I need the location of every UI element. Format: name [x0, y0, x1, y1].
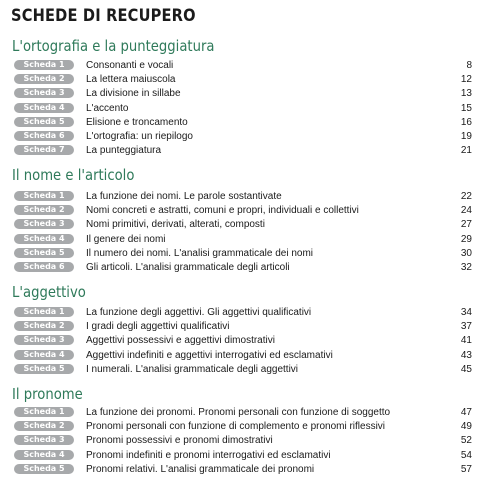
entry-topic: La funzione dei pronomi. Pronomi personali con funzione di soggetto — [86, 407, 391, 418]
toc-entry — [0, 73, 491, 86]
page-number: 43 — [460, 349, 472, 361]
page-number: 19 — [460, 131, 472, 142]
page-number: 47 — [460, 407, 472, 418]
section-title: Il pronome — [12, 385, 83, 403]
entry-topic: La punteggiatura — [86, 145, 162, 157]
page-number: 27 — [460, 219, 472, 231]
page-number: 24 — [460, 205, 472, 217]
page-number: 29 — [460, 233, 472, 245]
toc-entry — [0, 130, 491, 143]
toc-entry — [0, 334, 491, 347]
scheda-badge: Scheda 4 — [14, 103, 74, 113]
scheda-badge: Scheda 6 — [14, 262, 74, 272]
toc-entry — [0, 363, 491, 376]
entry-topic: La funzione degli aggettivi. Gli aggettivi qualificativi — [86, 307, 312, 318]
page-number: 57 — [460, 463, 472, 475]
entry-topic: Il genere dei nomi — [86, 233, 166, 245]
scheda-badge: Scheda 1 — [14, 60, 74, 70]
toc-entry — [0, 420, 491, 433]
toc-entry — [0, 204, 491, 217]
page-number: 45 — [460, 363, 472, 375]
entry-topic: Pronomi possessivi e pronomi dimostrativi — [86, 435, 273, 447]
scheda-badge: Scheda 3 — [14, 219, 74, 229]
entry-topic: Pronomi indefiniti e pronomi interrogativi ed esclamativi — [86, 449, 331, 461]
entry-topic: L'ortografia: un riepilogo — [86, 131, 193, 142]
page-number: 30 — [460, 247, 472, 259]
scheda-badge: Scheda 7 — [14, 145, 74, 155]
toc-entry — [0, 190, 491, 203]
toc-entry — [0, 247, 491, 260]
page-number: 22 — [460, 191, 472, 202]
scheda-badge: Scheda 5 — [14, 464, 74, 474]
page-number: 8 — [466, 60, 472, 71]
toc-entry — [0, 218, 491, 231]
toc-entry — [0, 349, 491, 362]
page-number: 21 — [460, 145, 472, 157]
scheda-badge: Scheda 2 — [14, 321, 74, 331]
scheda-badge: Scheda 1 — [14, 191, 74, 201]
entry-topic: Elisione e troncamento — [86, 116, 188, 128]
entry-topic: Il numero dei nomi. L'analisi grammaticale dei nomi — [86, 247, 314, 259]
page-number: 54 — [460, 449, 472, 461]
page-number: 52 — [460, 435, 472, 447]
toc-entry — [0, 87, 491, 100]
toc-entry — [0, 233, 491, 246]
toc-entry — [0, 434, 491, 447]
entry-topic: I gradi degli aggettivi qualificativi — [86, 321, 230, 333]
page-title: SCHEDE DI RECUPERO — [11, 6, 196, 26]
scheda-badge: Scheda 1 — [14, 407, 74, 417]
entry-topic: La divisione in sillabe — [86, 88, 181, 100]
page-number: 49 — [460, 421, 472, 433]
scheda-badge: Scheda 3 — [14, 335, 74, 345]
scheda-badge: Scheda 4 — [14, 234, 74, 244]
page-number: 41 — [460, 335, 472, 347]
entry-topic: Pronomi relativi. L'analisi grammaticale dei pronomi — [86, 463, 315, 475]
entry-topic: L'accento — [86, 102, 129, 114]
scheda-badge: Scheda 2 — [14, 205, 74, 215]
scheda-badge: Scheda 5 — [14, 248, 74, 258]
scheda-badge: Scheda 3 — [14, 435, 74, 445]
entry-topic: Pronomi personali con funzione di complemento e pronomi riflessivi — [86, 421, 386, 433]
section-title: L'aggettivo — [12, 283, 86, 301]
entry-topic: Aggettivi indefiniti e aggettivi interrogativi ed esclamativi — [86, 349, 333, 361]
toc-entry — [0, 116, 491, 129]
entry-topic: La lettera maiuscola — [86, 74, 176, 86]
page-number: 13 — [460, 88, 472, 100]
toc-entry — [0, 463, 491, 476]
entry-topic: Gli articoli. L'analisi grammaticale degli articoli — [86, 262, 290, 273]
entry-topic: I numerali. L'analisi grammaticale degli aggettivi — [86, 363, 299, 375]
scheda-badge: Scheda 5 — [14, 364, 74, 374]
scheda-badge: Scheda 6 — [14, 131, 74, 141]
page-number: 16 — [460, 116, 472, 128]
scheda-badge: Scheda 3 — [14, 88, 74, 98]
scheda-badge: Scheda 5 — [14, 117, 74, 127]
scheda-badge: Scheda 4 — [14, 450, 74, 460]
toc-entry — [0, 59, 491, 72]
toc-entry — [0, 261, 491, 274]
scheda-badge: Scheda 2 — [14, 421, 74, 431]
toc-entry — [0, 306, 491, 319]
section-title: L'ortografia e la punteggiatura — [12, 37, 215, 55]
page-number: 15 — [460, 102, 472, 114]
scheda-badge: Scheda 1 — [14, 307, 74, 317]
toc-entry — [0, 102, 491, 115]
scheda-badge: Scheda 2 — [14, 74, 74, 84]
entry-topic: Nomi concreti e astratti, comuni e propri, individuali e collettivi — [86, 205, 359, 217]
toc-entry — [0, 406, 491, 419]
entry-topic: Aggettivi possessivi e aggettivi dimostrativi — [86, 335, 275, 347]
page-number: 12 — [460, 74, 472, 86]
toc-entry — [0, 320, 491, 333]
scheda-badge: Scheda 4 — [14, 350, 74, 360]
toc-entry — [0, 144, 491, 157]
page-number: 32 — [460, 262, 472, 273]
entry-topic: La funzione dei nomi. Le parole sostantivate — [86, 191, 282, 202]
entry-topic: Nomi primitivi, derivati, alterati, composti — [86, 219, 265, 231]
page-number: 37 — [460, 321, 472, 333]
entry-topic: Consonanti e vocali — [86, 60, 174, 71]
section-title: Il nome e l'articolo — [12, 166, 135, 184]
page-number: 34 — [460, 307, 472, 318]
toc-entry — [0, 449, 491, 462]
